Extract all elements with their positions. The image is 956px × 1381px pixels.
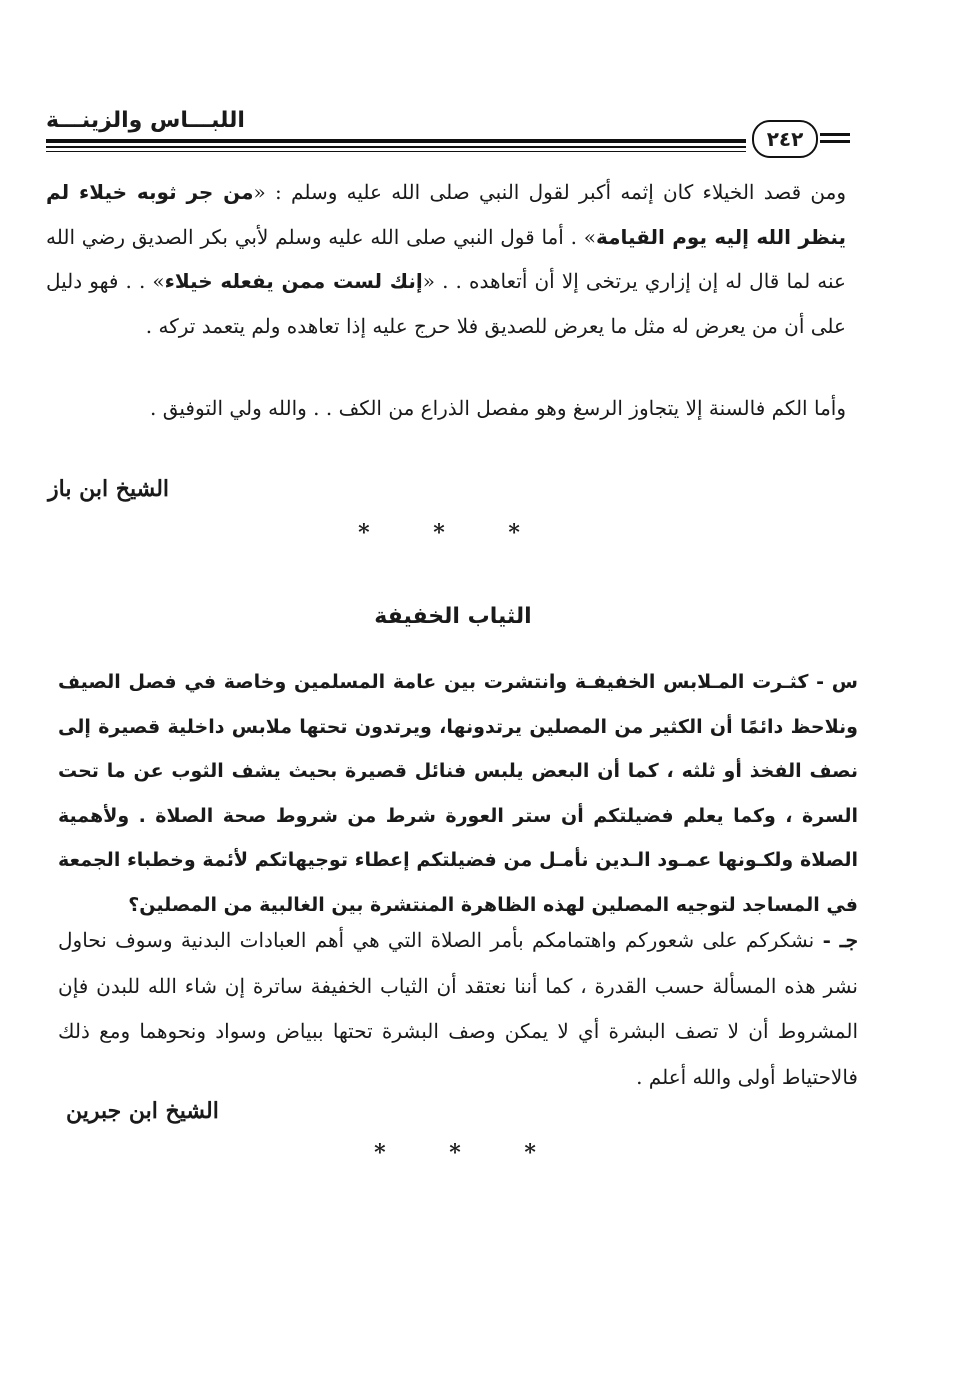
signature: الشيخ ابن جبرين (66, 1098, 219, 1124)
header-rule (820, 140, 850, 143)
answer-marker: جـ - (822, 928, 858, 952)
section-divider: * * * (374, 1140, 564, 1166)
section-title: الثياب الخفيفة (374, 604, 532, 629)
signature: الشيخ ابن باز (48, 476, 170, 502)
question (58, 660, 858, 927)
running-title: اللبـــاس والزينـــة (46, 108, 245, 133)
question-marker: س - (816, 671, 859, 693)
header-rule (46, 146, 746, 148)
paragraph-text: ومن قصد الخيلاء كان إثمه أكبر لقول النبي صلى الله عليه وسلم : « (253, 180, 846, 204)
paragraph: وأما الكم فالسنة إلا يتجاوز الرسغ وهو مفصل الذراع من الكف . . والله ولي التوفيق . (150, 396, 846, 420)
hadith-quote: إنك لست ممن يفعله خيلاء (164, 269, 423, 293)
answer (58, 918, 858, 1100)
answer-text: نشكركم على شعوركم واهتمامكم بأمر الصلاة التي هي أهم العبادات البدنية وسوف نحاول نشر هذه المسألة حسب القدرة ، كما أننا نعتقد أن الثياب الخفيفة ساترة إن شاء الله للبدن فإن المشروط أن لا تصف البشرة أي لا يمكن وصف البشرة تحتها ببياض وسواد ونحوهما ومع ذلك فالاحتياط أولى والله أعلم . (58, 928, 858, 1089)
section-divider: * * * (358, 520, 548, 546)
page-number: ٢٤٢ (752, 120, 818, 158)
header-rule (46, 139, 746, 143)
question-text: كثـرت المـلابس الخفيفـة وانتشرت بين عامة المسلمين وخاصة في فصل الصيف ونلاحظ دائمًا أن الكثير من المصلين يرتدونها، ويرتدون تحتها ملابس داخلية قصيرة إلى نصف الفخذ أو ثلثه ، كما أن البعض يلبس فنائل قصيرة بحيث يشف الثوب عن ما تحت السرة ، وكما يعلم فضيلتكم أن ستر العورة شرط من شروط صحة الصلاة . ولأهمية الصلاة ولكـونها عمـود الـدين نأمـل من فضيلتكم إعطاء توجيهاتكم لأئمة وخطباء الجمعة في المساجد لتوجيه المصلين لهذه الظاهرة المنتشرة بين الغالبية من المصلين؟ (58, 671, 858, 916)
paragraph-text: » . . فهو دليل على أن من يعرض له مثل ما يعرض للصديق فلا حرج عليه إذا تعاهده ولم يتعمد تركه . (46, 269, 846, 338)
hadith-quote: من جر ثوبه خيلاء لم ينظر الله إليه يوم القيامة (46, 180, 846, 249)
paragraph-text: » . أما قول النبي صلى الله عليه وسلم لأبي بكر الصديق رضي الله عنه لما قال له إن إزاري يرتخى إلا أن أتعاهده . . « (46, 224, 846, 293)
header-rule (820, 133, 850, 136)
paragraph (46, 170, 846, 348)
header-rule (46, 151, 746, 152)
